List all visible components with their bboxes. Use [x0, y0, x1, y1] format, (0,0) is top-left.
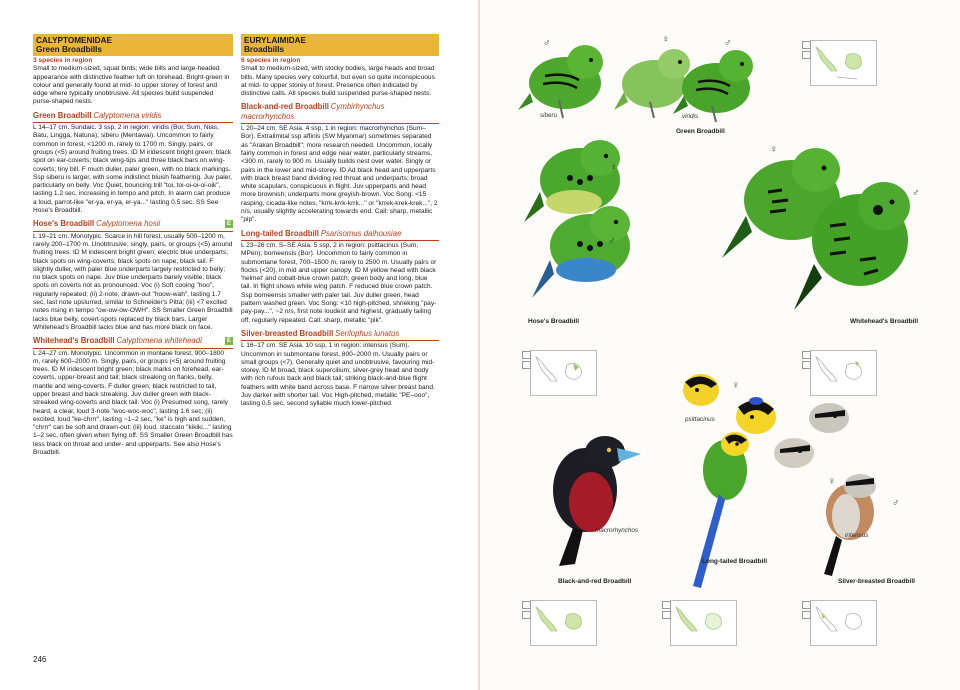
species-text: L 16–17 cm. SE Asia. 10 ssp, 1 in region: intensus (Sum). Uncommon in submontane forest, 800–2000 m. Usually pairs or small groups (<7). Generally quiet and unobtrusive, favouring mid-storey. ID M broad, black supercilium; silver-grey head and body with rich rufous back and black tail; striking black-and-blue flight feathers with white band across base. F narrow silver breast band. Juv darker with shorter tail. Voc High-pitched, metallic "PE–ooo", lasting 0.5 sec, second syllable much lower-pitched. [241, 342, 435, 408]
species-account [241, 330, 439, 409]
hoses-broadbill-caption: Hose's Broadbill [528, 318, 580, 325]
family-common-name: Green Broadbills [36, 45, 102, 54]
species-count: 3 species in region [33, 57, 93, 64]
endemic-badge: E [226, 221, 231, 228]
legend-box [522, 361, 531, 369]
species-text: L 14–17 cm. Sundaic. 3 ssp, 2 in region: viridis (Bor, Sum, Nias, Batu, Lingga, Natuna); siberu (Mentawai). Uncommon to fairly common in forest, <1200 m, rarely to 1700 m. Singly, pairs, or groups (<5) around fruiting trees. ID M iridescent bright green; black spot on ear-coverts; black wing-tips and three black bars on wing-coverts; tiny bill. F much duller, paler green, with no black markings. Ssp siberu is larger, with some indistinct bluish feathering. Juv paler, particularly on belly. Voc Quiet, bouncing trill "toi, toi-oi-oi-oi-oik", lasting 1.2 sec, increasing in tempo and pitch. In alarm can produce a loud, parrot-like "er-ya, er-ya, er-ya..." lasting 0.5 sec. SS See Hose's Broadbill. [33, 124, 233, 215]
family-header [241, 34, 439, 56]
map-graphic [811, 41, 876, 85]
species-account [241, 230, 439, 325]
whiteheads-broadbill-caption: Whitehead's Broadbill [850, 318, 918, 325]
legend-box [662, 611, 671, 619]
black-and-red-broadbill-illustration [525, 430, 655, 570]
column-calyptomenidae [33, 34, 233, 457]
male-symbol: ♂ [912, 188, 920, 199]
range-map [810, 350, 877, 396]
silver-breasted-broadbill-caption: Silver-breasted Broadbill [838, 578, 915, 585]
legend-box [662, 601, 671, 609]
male-symbol: ♂ [892, 498, 900, 509]
species-name: Black-and-red Broadbill [241, 102, 329, 112]
ssp-label-siberu: siberu [540, 112, 558, 119]
endemic-badge: E [226, 338, 231, 345]
map-graphic [531, 601, 596, 645]
ssp-label-intensus: intensus [845, 532, 869, 539]
species-heading [33, 220, 233, 231]
range-map [670, 600, 737, 646]
family-name: EURYLAIMIDAE [244, 36, 307, 45]
map-graphic [811, 601, 876, 645]
male-symbol: ♂ [608, 236, 616, 247]
female-symbol: ♀ [610, 162, 618, 173]
legend-box [522, 611, 531, 619]
male-symbol: ♂ [543, 38, 551, 49]
long-tailed-broadbill-male-illustration [675, 430, 775, 590]
map-graphic [811, 351, 876, 395]
family-intro: Small to medium-sized, squat birds; wide bills and large-headed appearance with distinctive feather tuft on forehead. Bright-green in colour and generally found at mid- to upper storey of forest and edge where typically unobtrusive. All species build suspended purse-shaped nests. [33, 65, 230, 106]
legend-box [802, 41, 811, 49]
legend-box [522, 351, 531, 359]
legend-box [802, 601, 811, 609]
species-account [33, 112, 233, 216]
species-heading [241, 330, 439, 341]
green-broadbill-viridis-male-illustration [670, 42, 758, 124]
text-page [0, 0, 478, 690]
legend-box [802, 51, 811, 59]
female-symbol: ♀ [770, 144, 778, 155]
scientific-name: Serilophus lunatus [335, 328, 400, 338]
female-symbol: ♀ [662, 34, 670, 45]
family-name: CALYPTOMENIDAE [36, 36, 112, 45]
green-broadbill-siberu-male-illustration [515, 38, 610, 120]
ssp-label-viridis: viridis [682, 113, 699, 120]
family-common-name: Broadbills [244, 45, 285, 54]
legend-box [802, 361, 811, 369]
female-symbol: ♀ [732, 380, 740, 391]
range-map [810, 600, 877, 646]
scientific-name: Cymbirhynchus macrorhynchos [241, 102, 385, 121]
range-map [810, 40, 877, 86]
family-header [33, 34, 233, 56]
whiteheads-broadbill-male-illustration [780, 170, 930, 320]
species-heading [241, 230, 439, 241]
map-graphic [671, 601, 736, 645]
silver-breasted-broadbill-head-female-illustration [770, 435, 820, 471]
species-name: Whitehead's Broadbill [33, 336, 115, 346]
species-account [241, 103, 439, 224]
male-symbol: ♂ [724, 38, 732, 49]
species-text: L 19–21 cm. Monotypic. Scarce in hill forest, usually 500–1200 m, rarely 200–1700 m. Unobtrusive; singly, pairs, or groups (<5) around fruiting trees. ID M iridescent bright green; electric blue underparts; black spots on wing-coverts; black spots on nape; black tail. F slightly duller, with paler blue underparts largely restricted to belly; no black spots on nape. Juv blue underparts barely visible; black spots on coverts not as pronounced. Voc (i) Soft cooing "hoo", regularly repeated; (ii) 2-note, drawn-out "hoow-wah", lasting 1.7 sec, last note upslurred, similar to Schneider's Pitta; (iii) <7 excited notes rising in tempo "ow-ow-ow-OWH". SS Smaller Green Broadbill lacks blue belly, covert-spots replaced by black bars. Larger Whitehead's Broadbill lacks blue and has more black on face. [33, 232, 233, 331]
scientific-name: Calyptomena whiteheadi [116, 336, 202, 346]
species-name: Hose's Broadbill [33, 219, 95, 229]
species-name: Silver-breasted Broadbill [241, 328, 334, 338]
species-text: L 23–26 cm. S–SE Asia. 5 ssp, 2 in region: psittacinus (Sum, MPen); borneensis (Bor). Uncommon to fairly common in submontane forest, 700–1500 m, rarely to 2500 m. Usually pairs or flocks (<20), in mid and upper canopy. ID M yellow head with black 'helmet' and cobalt-blue crown patch; green body and long, blue tail. In flight shows white wing patch. F reduced blue crown patch. Ssp borneensis smaller with paler tail. Juv duller green, head pattern washed green. Voc Song: <10 high-pitched, shrieking "pay-pay-pay...", ~2 n/s, first note loudest and highest, gradually tailing off, regularly repeated. Call: sharp, metallic "pik". [241, 241, 437, 324]
scientific-name: Psarisomus dalhousiae [320, 228, 402, 238]
legend-box [802, 351, 811, 359]
species-text: L 24–27 cm. Monotypic. Uncommon in montane forest, 900–1800 m, rarely 600–2000 m. Singly, pairs, or groups (<5) around fruiting trees. ID M iridescent bright green; black marks on forehead, ear-coverts, upper-breast and tail; black streaking on flanks, belly, mantle and wing-coverts. F duller green; black restricted to tail, upper breast and back streaking. Juv duller green with black-streaked wing-coverts and black tail. Voc (i) Presumed song, rarely heard, a clear, loud 3-note "woc-woc-woc", lasting 1.6 sec; (ii) excited, loud "ke-chrrr", lasting ~1–2 sec, "ke" is high and sudden, "chrrr" can be soft and drawn-out; (iii) loud, staccato "kikiki..." lasting 1–2 sec, often given when flying off. SS Smaller Green Broadbill has less black on throat and under- and upperparts. See also Hose's Broadbill. [33, 349, 233, 457]
ssp-label-psittacinus: psittacinus [685, 416, 715, 423]
species-account [33, 220, 233, 332]
range-map [530, 350, 597, 396]
range-map [530, 600, 597, 646]
silver-breasted-broadbill-illustration [810, 470, 890, 580]
scientific-name: Calyptomena hosii [96, 219, 161, 229]
black-and-red-broadbill-caption: Black-and-red Broadbill [558, 578, 632, 585]
silver-breasted-broadbill-head-male-illustration [805, 400, 855, 436]
species-heading [33, 337, 233, 348]
column-eurylaimidae [241, 34, 439, 409]
species-count: 6 species in region [241, 57, 301, 64]
species-heading [241, 103, 439, 124]
long-tailed-broadbill-head-female-illustration [677, 370, 727, 408]
female-symbol: ♀ [828, 476, 836, 487]
map-graphic [531, 351, 596, 395]
species-text: L 20–24 cm. SE Asia. 4 ssp, 1 in region: macrorhynchos (Sum–Bor). Extralimital ssp affinis (SW Myanmar) sometimes separated as "Arakan Broadbill"; more research needed. Uncommon, locally fairly common in forest and edge near water, particularly streams, <300 m, rarely to 900 m. Usually builds nest over water. Singly or pairs in the lower and mid-storey. ID Ad black head and upperparts with black breast band dividing red throat and underparts; broad white scapulars, conspicuous in flight. Juv upperparts and head more brownish; underparts more greyish-brown. Voc Song: <15 rasping, cicada-like notes, "krrk-krrk-krrk..." or "krrek-krek-krek...", 2 n/s, usually slightly accelerating towards end. Call: sharp, metallic "pip". [241, 125, 438, 224]
plate-page [480, 0, 960, 690]
species-name: Long-tailed Broadbill [241, 228, 319, 238]
long-tailed-broadbill-caption: Long-tailed Broadbill [702, 558, 767, 565]
scientific-name: Calyptomena viridis [93, 110, 162, 120]
family-intro: Small to medium-sized, with stocky bodies, large heads and broad bills. Many species very colourful, but even so quite inconspicuous at mid- to upper storey of forest. Presence often indicated by distinctive calls. All species build suspended purse-shaped nests. [241, 65, 435, 98]
hoses-broadbill-female-illustration [520, 200, 660, 310]
ssp-label-macrorhynchos: macrorhynchos [595, 527, 639, 534]
species-account [33, 337, 233, 457]
species-heading [33, 112, 233, 123]
page-number: 246 [33, 655, 47, 664]
legend-box [522, 601, 531, 609]
green-broadbill-caption: Green Broadbill [676, 128, 725, 135]
species-name: Green Broadbill [33, 110, 92, 120]
legend-box [802, 611, 811, 619]
